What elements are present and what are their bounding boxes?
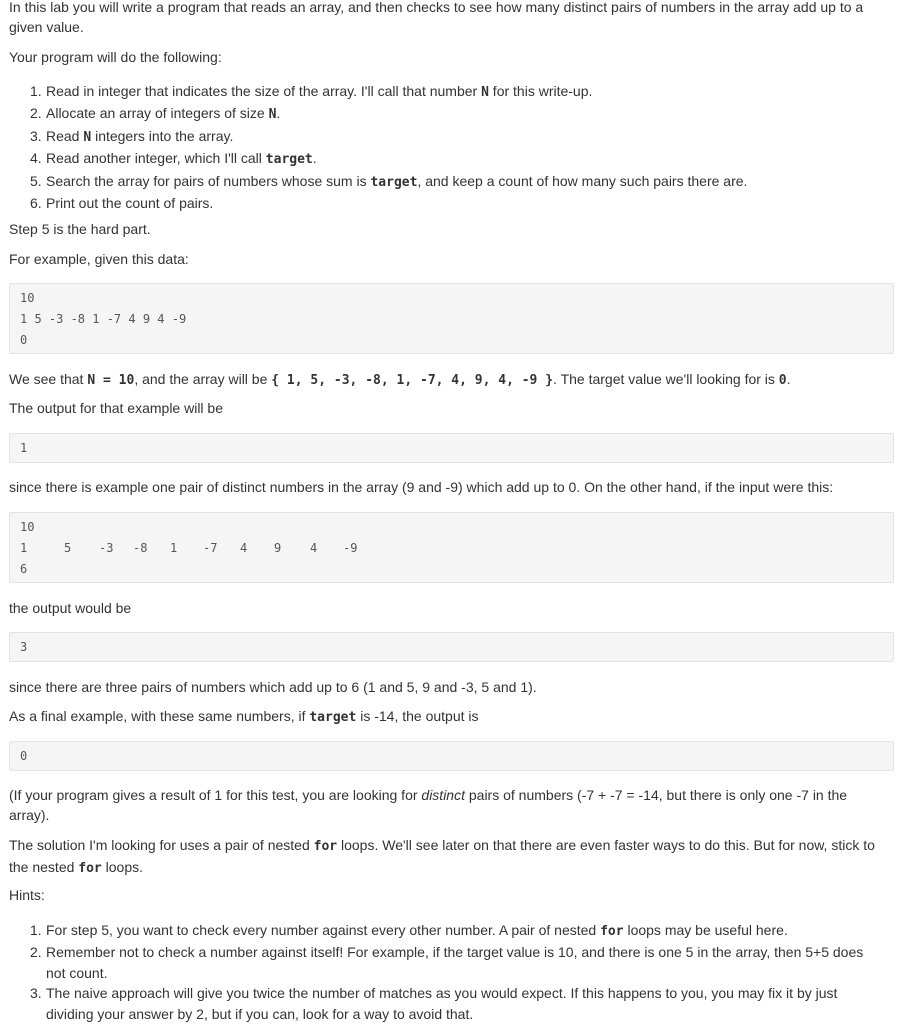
- code-line: 10: [20, 291, 35, 305]
- list-item: 2. Allocate an array of integers of size N.: [30, 105, 281, 123]
- code-line: 0: [20, 749, 28, 763]
- list-item: 6. Print out the count of pairs.: [30, 195, 214, 212]
- code-line: 10: [20, 520, 35, 534]
- hints-list: [30, 920, 880, 1024]
- list-item: 1. For step 5, you want to check every number against every other number. A pair of nested for loops may be useful here.: [30, 922, 788, 939]
- since-paragraph-1: since there is example one pair of distinct numbers in the array (9 and -9) which add up to 0. On the other hand, if the input were this:: [9, 479, 834, 495]
- array-value: 1: [170, 541, 178, 555]
- output-block-3: [9, 741, 894, 771]
- list-item: 3. Read N integers into the array.: [30, 127, 234, 145]
- code-line: 0: [20, 333, 28, 347]
- example-input-block: [9, 283, 894, 354]
- array-value: 5: [64, 541, 72, 555]
- list-item: 3. The naive approach will give you twice the number of matches as you would expect. If this happens to you, you may fix it by just dividing your answer by 2, but if you can, look for a way to avoid that.: [30, 985, 838, 1022]
- solution-paragraph: The solution I'm looking for uses a pair of nested for loops. We'll see later on that there are even faster ways to do this. But for now, stick to the nested for loops.: [9, 837, 875, 876]
- example-input-block-2: [9, 512, 894, 583]
- array-value: -9: [343, 541, 358, 555]
- array-value: 1: [20, 541, 28, 555]
- list-item: 1. Read in integer that indicates the size of the array. I'll call that number N for this write-up.: [30, 83, 593, 100]
- steps-list: [30, 81, 890, 213]
- code-line: 1 5 -3 -8 1 -7 4 9 4 -9: [20, 312, 187, 326]
- output-intro: The output for that example will be: [9, 400, 224, 416]
- code-line: 6: [20, 562, 28, 576]
- array-value: 9: [274, 541, 282, 555]
- code-line: 3: [20, 640, 28, 654]
- output-block-1: [9, 433, 894, 463]
- array-value: -3: [99, 541, 114, 555]
- array-value: -8: [133, 541, 148, 555]
- array-value: 4: [310, 541, 318, 555]
- program-steps-intro: Your program will do the following:: [9, 49, 222, 65]
- step5-note: Step 5 is the hard part.: [9, 221, 151, 237]
- list-item: 5. Search the array for pairs of numbers whose sum is target, and keep a count of how many such pairs there are.: [30, 172, 748, 190]
- example-intro: For example, given this data:: [9, 251, 189, 267]
- intro-paragraph: In this lab you will write a program that reads an array, and then checks to see how many distinct pairs of numbers in the array add up to a given value.: [9, 0, 864, 35]
- final-example-text: As a final example, with these same numbers, if target is -14, the output is: [9, 708, 479, 725]
- output-block-2: [9, 632, 894, 662]
- since-paragraph-2: since there are three pairs of numbers which add up to 6 (1 and 5, 9 and -3, 5 and 1).: [9, 679, 537, 695]
- hints-label: Hints:: [9, 887, 45, 903]
- list-item: 2. Remember not to check a number against itself! For example, if the target value is 10, and there is one 5 in the array, then 5+5 does not count.: [30, 944, 864, 981]
- array-value: 4: [240, 541, 248, 555]
- code-line: 1: [20, 441, 28, 455]
- array-value: -7: [203, 541, 218, 555]
- distinct-note: (If your program gives a result of 1 for this test, you are looking for distinct pairs of numbers (-7 + -7 = -14, but there is only one -7 in the array).: [9, 787, 848, 823]
- output-would-text: the output would be: [9, 600, 132, 616]
- array-explanation: We see that N = 10, and the array will be { 1, 5, -3, -8, 1, -7, 4, 9, 4, -9 }. The target value we'll looking for is 0.: [9, 371, 791, 388]
- list-item: 4. Read another integer, which I'll call target.: [30, 150, 317, 168]
